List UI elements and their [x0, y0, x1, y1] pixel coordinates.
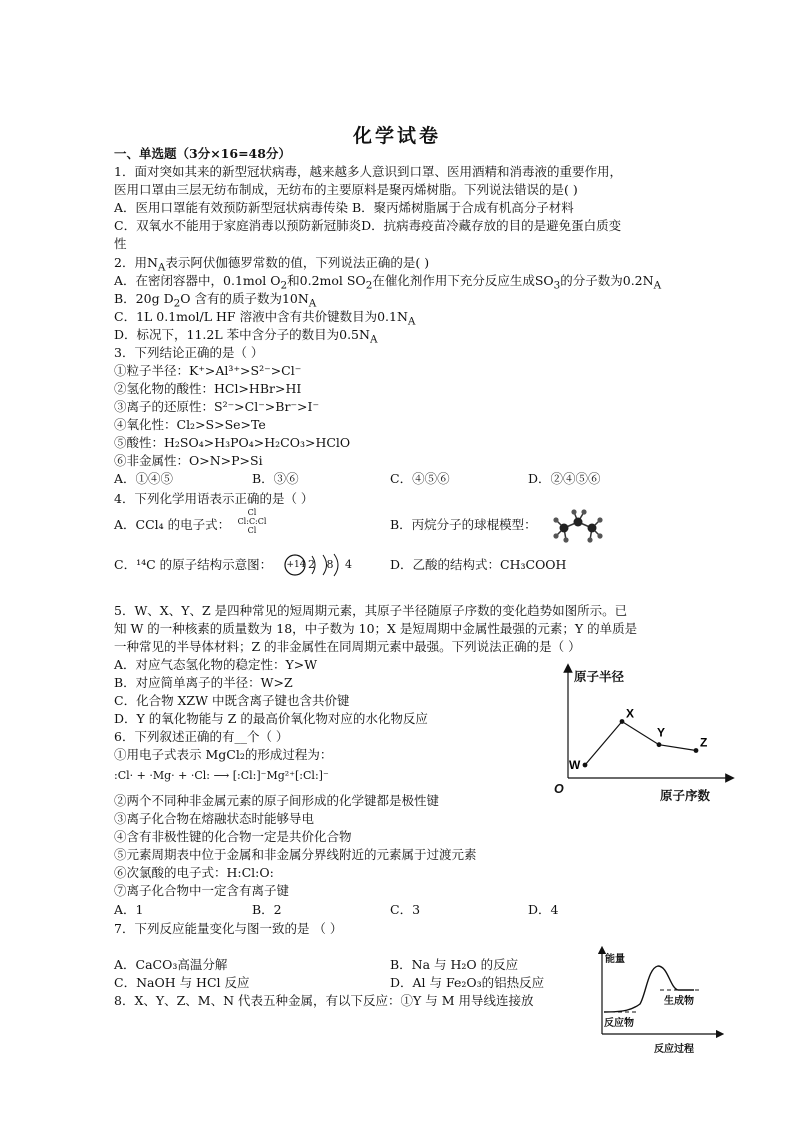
q1-stem-line2: 医用口罩由三层无纺布制成，无纺布的主要原料是聚丙烯树脂。下列说法错误的是( ) — [114, 182, 578, 197]
q5-stem-line1: 5．W、X、Y、Z 是四种常见的短周期元素，其原子半径随原子序数的变化趋势如图所示。已 — [114, 603, 628, 618]
chart1-point-label-z: Z — [700, 735, 708, 750]
q2-a-sub4: A — [653, 279, 662, 292]
q3-item-3: ③离子的还原性：S²⁻>Cl⁻>Br⁻>I⁻ — [114, 399, 320, 414]
q2-b-sub1: 2 — [173, 297, 181, 310]
q3-item-1: ①粒子半径：K⁺>Al³⁺>S²⁻>Cl⁻ — [114, 363, 302, 378]
ccl4-bottom: Cl — [247, 526, 257, 535]
q6-option-a: A．1 — [114, 902, 144, 917]
q2-a-sub1: 2 — [280, 279, 288, 292]
q2-stem-rest: 表示阿伏伽德罗常数的值，下列说法正确的是( ) — [165, 255, 430, 270]
ccl4-top: Cl — [247, 508, 257, 517]
q6-item-3: ③离子化合物在熔融状态时能够导电 — [114, 811, 315, 826]
q4-option-c: C．¹⁴C 的原子结构示意图： — [114, 557, 273, 572]
q6-option-d: D．4 — [528, 902, 559, 917]
q1-options-ab: A．医用口罩能有效预防新型冠状病毒传染 B．聚丙烯树脂属于合成有机高分子材料 — [114, 200, 574, 215]
q5-option-b: B．对应简单离子的半径：W>Z — [114, 675, 293, 690]
chart2-xlabel: 反应过程 — [654, 1044, 694, 1055]
q6-stem: 6．下列叙述正确的有__个（ ） — [114, 729, 289, 744]
q7-option-c: C．NaOH 与 HCl 反应 — [114, 975, 250, 990]
q5-stem-line2: 知 W 的一种核素的质量数为 18，中子数为 10；X 是短周期中金属性最强的元素；Y 的单质是 — [114, 621, 638, 636]
q5-option-c: C．化合物 XZW 中既含离子键也含共价键 — [114, 693, 350, 708]
q2-a-part2: 和0.2mol SO — [287, 273, 366, 288]
q1-stem-line1: 1．面对突如其来的新型冠状病毒，越来越多人意识到口罩、医用酒精和消毒液的重要作用， — [114, 164, 622, 179]
q2-d-sub: A — [369, 333, 378, 346]
q2-stem-sub: A — [157, 261, 166, 274]
q2-a-part3: 在催化剂作用下充分反应生成SO — [372, 273, 554, 288]
c14-nucleus-charge: +14 — [286, 560, 306, 570]
q7-stem: 7．下列反应能量变化与图一致的是 （ ） — [114, 921, 343, 936]
ccl4-mid: Cl:C:Cl — [237, 517, 267, 526]
q1-options-cd: C．双氧水不能用于家庭消毒以预防新冠肺炎D．抗病毒疫苗冷藏存放的目的是避免蛋白质变 — [114, 218, 622, 233]
ccl4-electron-formula — [232, 508, 272, 535]
chart1-point-label-w: W — [569, 758, 581, 772]
q3-option-d: D．②④⑤⑥ — [528, 471, 601, 486]
q7-option-b: B．Na 与 H₂O 的反应 — [390, 957, 519, 972]
chart1-origin: O — [554, 782, 564, 796]
chart1-point-x — [620, 719, 625, 724]
chart1-point-w — [583, 763, 588, 768]
q6-option-b: B．2 — [252, 902, 282, 917]
q2-stem-text: 2．用N — [114, 255, 158, 270]
q2-b-part2: O 含有的质子数为10N — [180, 291, 309, 306]
q6-item-6: ⑥次氯酸的电子式：H:Cl:O: — [114, 865, 274, 880]
q1-options-cd-wrap: 性 — [114, 236, 127, 251]
q2-c-sub: A — [407, 315, 416, 328]
q3-option-a: A．①④⑤ — [114, 471, 174, 486]
q6-item-1: ①用电子式表示 MgCl₂的形成过程为： — [114, 747, 333, 762]
q6-item-1-equation: :Cl· + ·Mg· + ·Cl: ⟶ [:Cl:]⁻Mg²⁺[:Cl:]⁻ — [114, 769, 329, 782]
q2-a-part1: A．在密闭容器中，0.1mol O — [114, 273, 281, 288]
chart1-ylabel: 原子半径 — [574, 670, 625, 684]
q2-a-sub3: 3 — [553, 279, 561, 292]
q2-a-sub2: 2 — [365, 279, 373, 292]
chart2-reactant-label: 反应物 — [604, 1018, 634, 1029]
q4-option-d: D．乙酸的结构式：CH₃COOH — [390, 557, 567, 572]
atomic-radius-chart — [540, 660, 740, 790]
q7-option-d: D．Al 与 Fe₂O₃的铝热反应 — [390, 975, 545, 990]
q7-option-a: A．CaCO₃高温分解 — [114, 957, 228, 972]
q5-option-d: D．Y 的氧化物能与 Z 的最高价氧化物对应的水化物反应 — [114, 711, 428, 726]
c14-shell-electrons: 2 8 4 — [308, 558, 356, 571]
section-heading: 一、单选题（3分×16=48分） — [114, 146, 291, 161]
q3-item-6: ⑥非金属性：O>N>P>Si — [114, 453, 263, 468]
q5-stem-line3: 一种常见的半导体材料；Z 的非金属性在同周期元素中最强。下列说法正确的是（ ） — [114, 639, 581, 654]
chart1-point-z — [694, 748, 699, 753]
chart1-point-y — [657, 742, 662, 747]
q4-stem: 4．下列化学用语表示正确的是（ ） — [114, 491, 314, 506]
q6-item-2: ②两个不同种非金属元素的原子间形成的化学键都是极性键 — [114, 793, 440, 808]
q3-item-4: ④氧化性：Cl₂>S>Se>Te — [114, 417, 266, 432]
q2-a-part4: 的分子数为0.2N — [560, 273, 654, 288]
q3-stem: 3．下列结论正确的是（ ） — [114, 345, 264, 360]
q3-option-b: B．③⑥ — [252, 471, 299, 486]
q2-d-text: D．标况下，11.2L 苯中含分子的数目为0.5N — [114, 327, 370, 342]
q6-item-4: ④含有非极性键的化合物一定是共价化合物 — [114, 829, 352, 844]
q2-c-text: C．1L 0.1mol/L HF 溶液中含有共价键数目为0.1N — [114, 309, 408, 324]
q6-item-7: ⑦离子化合物中一定含有离子键 — [114, 883, 290, 898]
q6-option-c: C．3 — [390, 902, 421, 917]
chart2-product-label: 生成物 — [664, 996, 694, 1007]
q4-option-b: B．丙烷分子的球棍模型： — [390, 517, 537, 532]
chart1-series-line — [585, 722, 696, 766]
chart1-point-label-y: Y — [657, 725, 666, 740]
chart2-ylabel: 能量 — [605, 954, 625, 965]
q2-b-part1: B．20g D — [114, 291, 174, 306]
q2-b-sub2: A — [308, 297, 317, 310]
chart1-point-label-x: X — [626, 706, 635, 721]
q6-item-5: ⑤元素周期表中位于金属和非金属分界线附近的元素属于过渡元素 — [114, 847, 477, 862]
q5-option-a: A．对应气态氢化物的稳定性：Y>W — [114, 657, 318, 672]
page-title: 化学试卷 — [352, 125, 441, 147]
chart1-xlabel: 原子序数 — [660, 789, 711, 803]
q3-item-2: ②氢化物的酸性：HCl>HBr>HI — [114, 381, 302, 396]
q4-option-a: A．CCl₄ 的电子式： — [114, 517, 231, 532]
q8-stem: 8．X、Y、Z、M、N 代表五种金属，有以下反应：①Y 与 M 用导线连接放 — [114, 993, 534, 1008]
propane-ball-stick-model — [550, 508, 606, 544]
q3-option-c: C．④⑤⑥ — [390, 471, 450, 486]
q3-item-5: ⑤酸性：H₂SO₄>H₃PO₄>H₂CO₃>HClO — [114, 435, 351, 450]
